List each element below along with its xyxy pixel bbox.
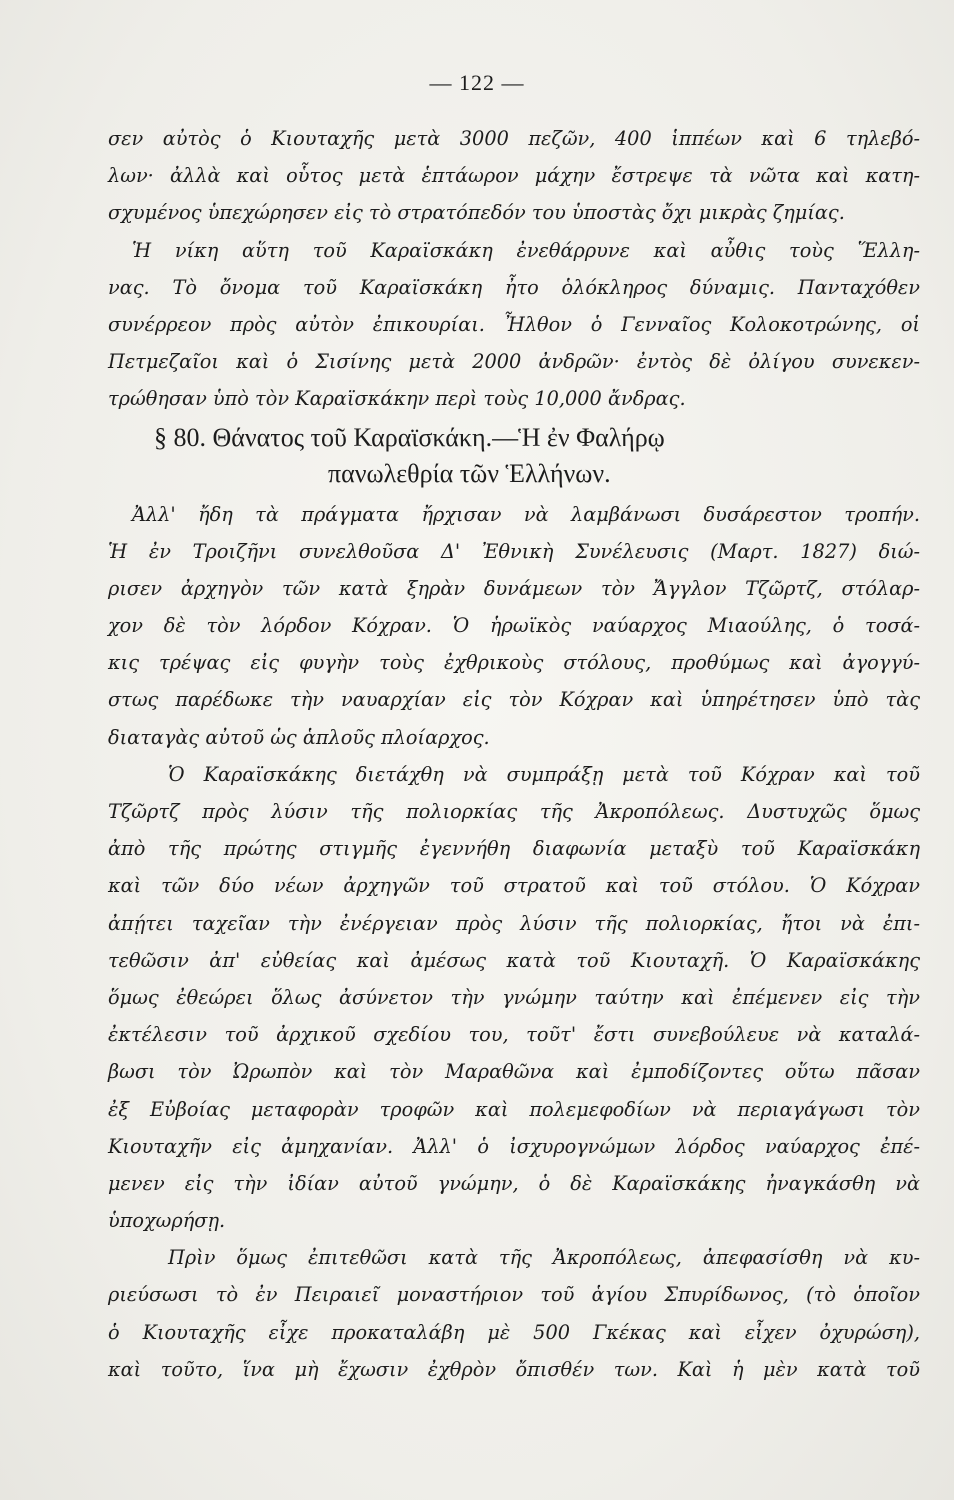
text-line: ἐκτέλεσιν τοῦ ἀρχικοῦ σχεδίου του, τοῦτ' ἔστι συνεβούλευε νὰ καταλά-: [108, 1023, 920, 1047]
text-line: διαταγὰς αὐτοῦ ὡς ἁπλοῦς πλοίαρχος.: [108, 725, 490, 749]
text-line: χον δὲ τὸν λόρδον Κόχραν. Ὁ ἡρωϊκὸς ναύαρχος Μιαούλης, ὁ τοσά-: [108, 614, 920, 638]
section-heading-continued: πανωλεθρία τῶν Ἑλλήνων.: [328, 458, 611, 488]
text-line: ἀπῄτει ταχεῖαν τὴν ἐνέργειαν πρὸς λύσιν τῆς πολιορκίας, ἤτοι νὰ ἐπι-: [108, 911, 920, 935]
text-line: ὑποχωρήσῃ.: [108, 1209, 226, 1233]
text-line: μενεν εἰς τὴν ἰδίαν αὐτοῦ γνώμην, ὁ δὲ Καραϊσκάκης ἠναγκάσθη νὰ: [108, 1171, 920, 1195]
text-line: Ἀλλ' ἤδη τὰ πράγματα ἤρχισαν νὰ λαμβάνωσι δυσάρεστον τροπήν.: [132, 502, 920, 526]
text-line: λων· ἀλλὰ καὶ οὗτος μετὰ ἑπτάωρον μάχην ἔστρεψε τὰ νῶτα καὶ κατη-: [108, 164, 920, 188]
text-line: καὶ τῶν δύο νέων ἀρχηγῶν τοῦ στρατοῦ καὶ τοῦ στόλου. Ὁ Κόχραν: [108, 874, 920, 898]
text-line: Ἡ ἐν Τροιζῆνι συνελθοῦσα Δ' Ἐθνικὴ Συνέλευσις (Μαρτ. 1827) διώ-: [108, 539, 920, 563]
text-line: Πρὶν ὅμως ἐπιτεθῶσι κατὰ τῆς Ἀκροπόλεως, ἀπεφασίσθη νὰ κυ-: [168, 1246, 920, 1270]
text-line: ὅμως ἐθεώρει ὅλως ἀσύνετον τὴν γνώμην ταύτην καὶ ἐπέμενεν εἰς τὴν: [108, 985, 920, 1009]
text-line: νας. Τὸ ὄνομα τοῦ Καραϊσκάκη ἦτο ὁλόκληρος δύναμις. Πανταχόθεν: [108, 275, 920, 299]
text-line: Ἡ νίκη αὕτη τοῦ Καραϊσκάκη ἐνεθάρρυνε καὶ αὖθις τοὺς Ἕλλη-: [132, 238, 920, 262]
text-line: Τζῶρτζ πρὸς λύσιν τῆς πολιορκίας τῆς Ἀκροπόλεως. Δυστυχῶς ὅμως: [108, 800, 920, 823]
text-line: σεν αὐτὸς ὁ Κιουταχῆς μετὰ 3000 πεζῶν, 400 ἱππέων καὶ 6 τηλεβό-: [108, 127, 920, 150]
section-heading: § 80. Θάνατος τοῦ Καραϊσκάκη.—Ἡ ἐν Φαλήρῳ: [154, 422, 665, 452]
text-line: ρισεν ἀρχηγὸν τῶν κατὰ ξηρὰν δυνάμεων τὸν Ἄγγλον Τζῶρτζ, στόλαρ-: [108, 576, 920, 600]
text-line: ἐξ Εὐβοίας μεταφορὰν τροφῶν καὶ πολεμεφοδίων νὰ περιαγάγωσι τὸν: [108, 1097, 920, 1121]
text-line: κις τρέψας εἰς φυγὴν τοὺς ἐχθρικοὺς στόλους, προθύμως καὶ ἀγογγύ-: [108, 651, 920, 675]
text-line: ὁ Κιουταχῆς εἶχε προκαταλάβη μὲ 500 Γκέκας καὶ εἶχεν ὀχυρώση),: [108, 1320, 920, 1344]
text-line: σχυμένος ὑπεχώρησεν εἰς τὸ στρατόπεδόν του ὑποστὰς ὄχι μικρὰς ζημίας.: [108, 201, 845, 225]
text-line: ἀπὸ τῆς πρώτης στιγμῆς ἐγεννήθη διαφωνία μεταξὺ τοῦ Καραϊσκάκη: [108, 837, 920, 861]
text-line: Ὁ Καραϊσκάκης διετάχθη νὰ συμπράξῃ μετὰ τοῦ Κόχραν καὶ τοῦ: [168, 762, 920, 786]
text-line: Πετμεζαῖοι καὶ ὁ Σισίνης μετὰ 2000 ἀνδρῶν· ἐντὸς δὲ ὀλίγου συνεκεν-: [108, 350, 920, 374]
text-line: βωσι τὸν Ὠρωπὸν καὶ τὸν Μαραθῶνα καὶ ἐμποδίζοντες οὕτω πᾶσαν: [108, 1060, 920, 1084]
text-line: συνέρρεον πρὸς αὐτὸν ἐπικουρίαι. Ἦλθον ὁ Γενναῖος Κολοκοτρώνης, οἱ: [108, 312, 920, 336]
text-line: στως παρέδωκε τὴν ναυαρχίαν εἰς τὸν Κόχραν καὶ ὑπηρέτησεν ὑπὸ τὰς: [108, 688, 920, 712]
text-line: Κιουταχῆν εἰς ἀμηχανίαν. Ἀλλ' ὁ ἰσχυρογνώμων λόρδος ναύαρχος ἐπέ-: [108, 1134, 920, 1158]
text-line: καὶ τοῦτο, ἵνα μὴ ἔχωσιν ἐχθρὸν ὄπισθέν των. Καὶ ἡ μὲν κατὰ τοῦ: [108, 1357, 920, 1381]
text-line: ριεύσωσι τὸ ἐν Πειραιεῖ μοναστήριον τοῦ ἁγίου Σπυρίδωνος, (τὸ ὁποῖον: [108, 1283, 920, 1307]
page-number: — 122 —: [429, 70, 525, 95]
text-line: τεθῶσιν ἀπ' εὐθείας καὶ ἀμέσως κατὰ τοῦ Κιουταχῆ. Ὁ Καραϊσκάκης: [108, 948, 920, 972]
body-text: [108, 120, 920, 1388]
text-line: τρώθησαν ὑπὸ τὸν Καραϊσκάκην περὶ τοὺς 10,000 ἄνδρας.: [108, 387, 686, 411]
